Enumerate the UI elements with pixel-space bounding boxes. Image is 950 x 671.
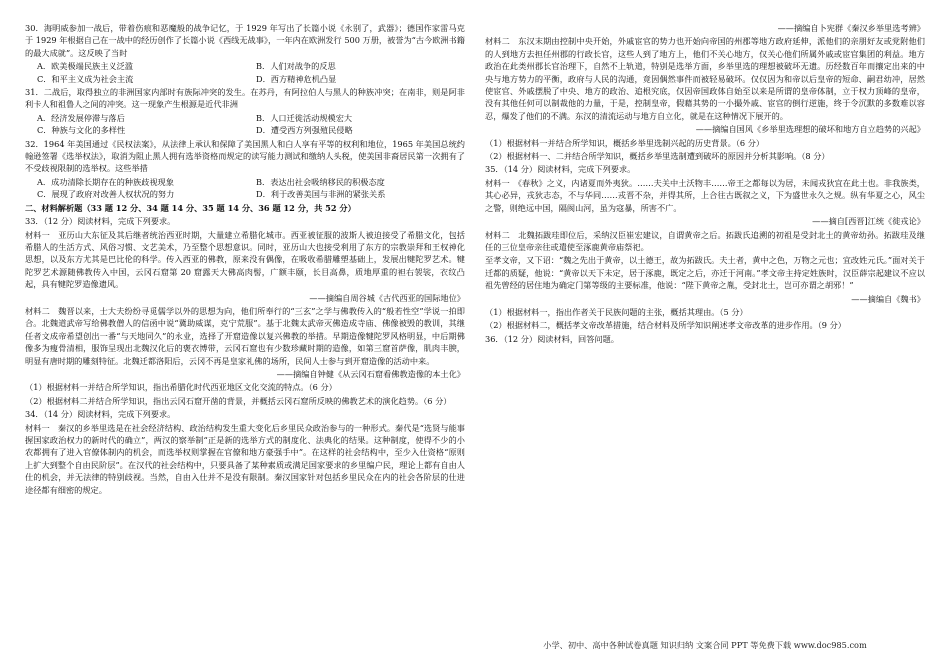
q34-material-1: 材料一 秦汉的乡举里选是在社会经济结构、政治结构发生重大变化后乡里民众政治参与的一种形式。秦代是“选贤与能事握国家政治权力的新时代的确立”，两汉的察举制“正是新的选举方式的制度化、法典化的结果。这种制度，使得不少的小农都拥有了进入官僚体制内的机会，而选举权则掌握在官僚和地方豪强手中”。在这样的社会结构中，至少入仕资格“原则上扩大到整个自由民阶层”。在汉代的社会结构中，只要具备了某种素质或满足国家要求的乡里编户民，理论上都有自由人仕的机会，并无法律的特别歧视。当然，自由入仕并不是没有限制。秦汉国家针对包括乡里民众在内的社会各阶层的仕进途径都有细密的规定。	[25, 422, 465, 495]
q35-requirement-2: （2）根据材料二，概括孝文帝改革措施，结合材料及所学知识阐述孝文帝改革的进步作用。（9 分）	[485, 320, 846, 331]
q33-head: 33．（12 分）阅读材料，完成下列要求。	[25, 216, 176, 227]
q30-option-c: C．和平主义成为社会主流	[37, 73, 134, 84]
q30-option-b: B．人们对战争的反思	[256, 61, 336, 72]
q35-material-1: 材料一 《春秋》之义，内诸夏而外夷狄。……夫关中土沃物丰……帝王之都每以为居，未闻戎狄宜在此土也。非我族类，其心必异，戎狄志态，不与华同……戎晋不杂，并得其所，上合往古既叙之义，下为盛世永久之规。纵有华夏之心，风尘之警，则绝远中国，隔阂山河，虽为寇暴，所害不广。	[485, 177, 925, 213]
q33-requirement-2: （2）根据材料二并结合所学知识，指出云冈石窟开凿的背景，并概括云冈石窟所反映的佛教艺术的演化趋势。（6 分）	[25, 395, 452, 406]
right-column	[485, 22, 925, 346]
page-footer: 小学、初中、高中各种试卷真题 知识归纳 文案合同 PPT 等免费下载 www.doc985.com	[543, 640, 867, 650]
q32-stem: 32．1964 年美国通过《民权法案》，从法律上承认和保障了美国黑人和白人享有平等的权利和地位，1965 年美国总统约翰逊签署《选举权法》，取消为阻止黑人拥有选举资格而规定的读写能力测试和缴纳人头税，使美国非裔居民第一次拥有了不受歧视限制的选举权。这些举措	[25, 138, 465, 174]
q31-option-a: A．经济发展停滞与落后	[37, 112, 125, 123]
q35-requirement-1: （1）根据材料一，指出作者关于民族问题的主张，概括其理由。（5 分）	[485, 306, 748, 317]
q31-stem: 31．二战后，取得独立的非洲国家内部时有族际冲突的发生。在苏丹，有阿拉伯人与黑人的种族冲突；在南非，则是阿非利卡人和祖鲁人之间的冲突。这一现象产生根源是近代非洲	[25, 87, 465, 110]
q32-option-a: A．成功清除长期存在的种族歧视现象	[37, 176, 174, 187]
q35-material-2: 材料二 北魏拓跋珪即位后，采纳汉臣崔宏建议，自谓黄帝之后。拓跋氏追溯的初祖是受封北土的黄帝幼孙。拓跋珪及继任的三位皇帝亲往或遣使至涿鹿黄帝庙祭祀。	[485, 229, 925, 252]
q35-material-2-continued: 至孝文帝，又下诏：“魏之先出于黄帝，以土德王，故为拓跋氏。夫土者，黄中之色，万物之元也；宜改姓元氏。”面对关于迁都的质疑，他说：“黄帝以天下未定，居于涿鹿，既定之后，亦迁于河南。”孝文帝主持定姓族时，汉臣薛宗起建议不应以祖先曾经的居住地为确定门第等级的主要标准，他说：“陛下黄帝之胤，受封北土，岂可亦谓之胡邪！”	[485, 255, 925, 291]
q34-head: 34．（14 分）阅读材料，完成下列要求。	[25, 409, 176, 420]
q31-option-c: C．种族与文化的多样性	[37, 125, 126, 136]
q36-head: 36．（12 分）阅读材料，回答问题。	[485, 333, 619, 344]
q34-material-1-source: ——摘编自卜宪群《秦汉乡举里选考辨》	[777, 23, 925, 33]
q30-option-a: A．欧美极端民族主义泛滥	[37, 61, 133, 72]
q32-option-d: D．利于改善美国与非洲的紧张关系	[256, 189, 386, 200]
q35-material-2-source: ——摘编自《魏书》	[851, 293, 925, 304]
q32-options	[25, 176, 465, 201]
q33-material-1: 材料一 亚历山大东征及其后继者统治西亚时期，大量建立希腊化城市。西亚被征服的波斯人被迫接受了希腊文化，包括希腊人的生活方式、风俗习惯、文艺美术，乃至整个思想意识。同时，亚历山大也接受利用了东方的宗教崇拜和王权神化思想，以及东方尤其是巴比伦的科学。传入西亚的佛教，原来没有偶像，在吸收希腊雕塑基础上，发展出犍陀罗艺术。犍陀罗艺术源随佛教传入中国，云冈石窟第 20 窟露天大佛高肉髻，广额丰颐，长目高鼻，质地厚重的袒右袈裟，衣纹凸起，具有犍陀罗造像遗风。	[25, 229, 465, 290]
q31-option-b: B．人口迁徙活动规模宏大	[256, 112, 353, 123]
section-heading: 二、材料解析题（33 题 12 分、34 题 14 分、35 题 14 分、36 题 12 分，共 52 分）	[25, 202, 356, 213]
q34-material-2-source: ——摘编自国风《乡举里选理想的破坏和地方自立趋势的兴起》	[695, 124, 925, 135]
q34-requirement-1: （1）根据材料一并结合所学知识，概括乡举里选制兴起的历史背景。（6 分）	[485, 137, 765, 148]
q30-stem: 30．海明威参加一战后，带着伤痕和恶魔般的战争记忆，于 1929 年写出了长篇小说《永别了，武器》；德国作家雷马克于 1929 年根据自己在一战中的经历创作了长篇小说《西线无战事》，一年内在欧洲发行 500 万册，被誉为“古今欧洲书籍的最大成就”。这反映了当时	[25, 23, 465, 58]
q31-options	[25, 112, 465, 137]
q33-material-2: 材料二 魏晋以来，士大夫纷纷寻觅儒学以外的思想为向，他们所奉行的“三玄”之学与佛教传入的“般若性空”学说一拍即合。北魏道武帝写给佛教僧人的信函中说“冀助威谋，克宁荒服”。基于北魏太武帝灭佛造成寺庙、佛像被毁的教训，其继任者文成帝希望创出一番“与天地同久”的永业，选择了开窟造像以复兴佛教的举措。早期造像犍陀罗风格明显，中后期佛像多为瘦骨清相，服饰呈现出北魏汉化后的褒衣博带，云冈石窟也有少数珍藏时期的造像，如第三窟首萨像，肌肉丰腴，明显有唐时期的雕刻特征。北魏迁都洛阳后，云冈不再是皇家礼佛的场所，民间人士参与到开窟造像的活动中来。	[25, 305, 465, 366]
q33-requirement-1: （1）根据材料一并结合所学知识，指出希腊化时代西亚地区文化交流的特点。（6 分）	[25, 382, 337, 393]
left-column	[25, 22, 465, 497]
q32-option-b: B．表达出社会吸纳移民的积极态度	[256, 176, 385, 187]
q30-option-d: D．西方精神危机凸显	[256, 73, 337, 84]
q31-option-d: D．遭受西方列强殖民侵略	[256, 125, 353, 136]
q35-head: 35．（14 分）阅读材料，完成下列要求。	[485, 164, 636, 175]
q33-material-1-source: ——摘编自周谷城《古代西亚的国际地位》	[309, 292, 465, 303]
q34-material-2: 材料二 东汉末期由控制中央开始，外戚宦官的势力也开始向帝国的州郡等地方政府延伸，派他们的亲朋好友或党附他们的人到地方去担任州郡的行政长官，这些人到了地方上，他们不关心地方，仅关心他们所属外戚或宦官集团的利益。地方政治在此类州郡长官治理下，自然不上轨道，特别是选举方面，乡举里选的理想被破坏无遗。历经数百年而攘定出来的中央与地方势力的平衡，政府与人民的沟通，竟因偶然事件而被轻易破坏。仅仅因为和帝以后皇帝的短命、嗣君幼冲，居然使宦官、外戚摆脱了中央、地方的政治、追根究底，仅因帝国政体自始至以来是所谓的皇帝体制，立于权力顶峰的皇帝，没有其他任何可以制裁他的力量，于是，控制皇帝，假藉其势的一小撮外戚、宦官的倒行逆施，终于令沉默的多数难以容忍，爆发了他们的不满。东汉的清流运动与地方自立化，就是在这种情况下展开的。	[485, 36, 925, 121]
q34-requirement-2: （2）根据材料一、二并结合所学知识，概括乡举里选制遭到破坏的原因并分析其影响。（8 分）	[485, 151, 830, 162]
q30-options	[25, 60, 465, 85]
q33-material-2-source: ——摘编自钟健《从云冈石窟看佛教造像的本土化》	[276, 368, 465, 379]
q32-option-c: C．展现了政府对改善人权状况的努力	[37, 189, 175, 200]
q35-material-1-source: ——摘自[西晋]江统《徙戎论》	[812, 216, 925, 227]
